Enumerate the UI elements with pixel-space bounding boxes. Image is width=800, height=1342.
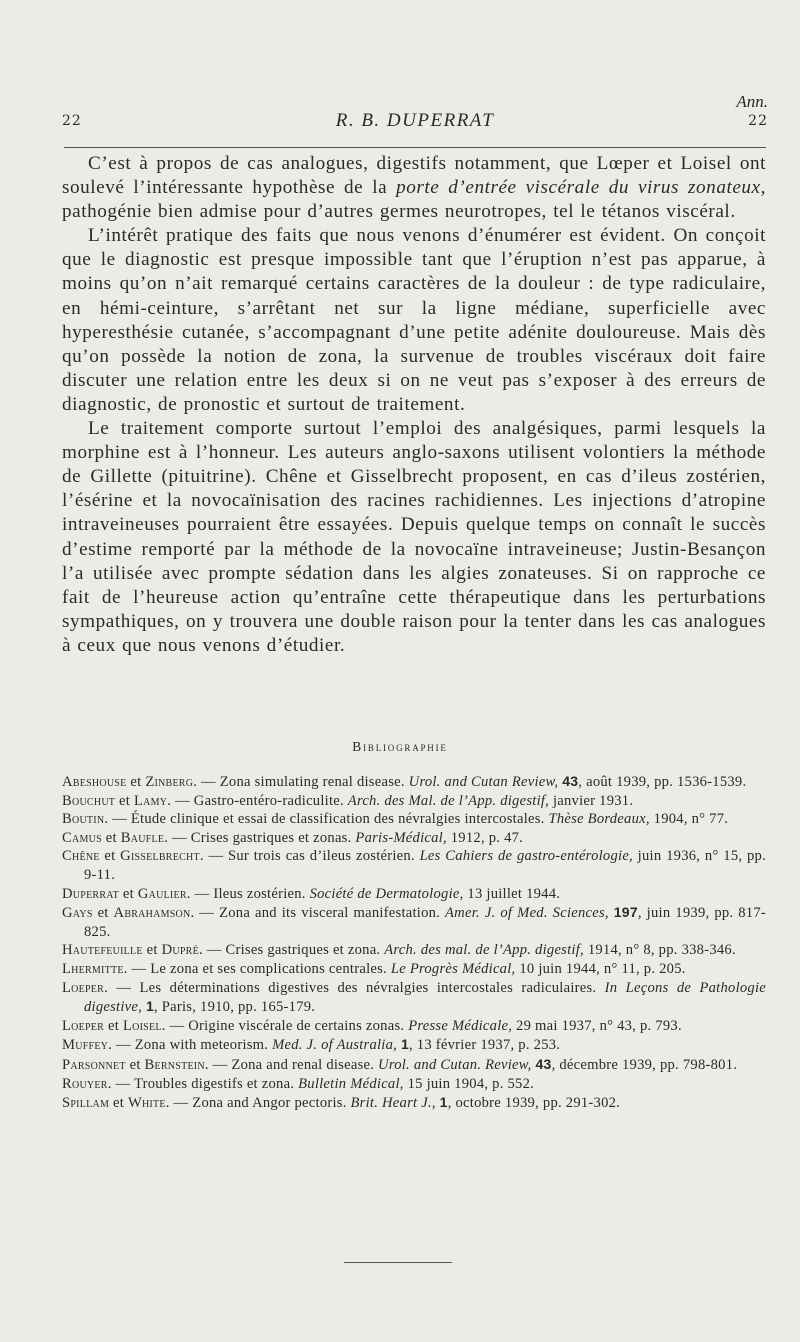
text-run: , août 1939, pp. 1536-1539. bbox=[578, 774, 747, 790]
text-run: et bbox=[142, 942, 162, 959]
author-name: Abrahamson bbox=[113, 905, 191, 922]
text-run: L’intérêt pratique des faits que nous venons d’énumérer est évident. On conçoit que le diagnostic est presque impossible tant que l’éruption n’est pas apparue, à moins qu’on n’ait remarqué certains caractères de la douleur : de type radiculaire, en hémi-ceinture, s’arrêtant net sur la ligne médiane, superficielle avec hyperesthésie cutanée, s’accompagnant d’une petite adénite douloureuse. Mais dès qu’on possède la notion de zona, la survenue de troubles viscéraux doit faire discuter une relation entre les deux si on ne veut pas s’exposer à des erreurs de diagnostic, de pronostic et surtout de traitement. bbox=[62, 225, 766, 415]
text-run: et bbox=[99, 848, 121, 865]
author-name: Bouchut bbox=[62, 792, 116, 809]
italic-text: Brit. Heart J., bbox=[350, 1095, 436, 1112]
italic-text: Amer. J. of Med. Sciences, bbox=[445, 905, 609, 922]
volume-number: 43 bbox=[562, 773, 579, 789]
author-name: Baufle bbox=[120, 829, 165, 846]
bibliography-list bbox=[62, 772, 766, 1113]
header-rule bbox=[64, 147, 766, 148]
text-run: . — Étude clinique et essai de classification des névralgies intercostales. bbox=[104, 811, 549, 828]
volume-number: 197 bbox=[613, 904, 638, 921]
text-run: janvier 1931. bbox=[549, 792, 634, 809]
author-name: Lamy bbox=[134, 792, 168, 809]
author-name: Rouyer bbox=[62, 1075, 108, 1092]
bibliography-entry bbox=[62, 903, 766, 941]
text-run: 15 juin 1904, p. 552. bbox=[403, 1075, 535, 1092]
text-run: . — Zona simulating renal disease. bbox=[193, 774, 409, 790]
text-run: et bbox=[125, 1056, 145, 1073]
volume-number: 43 bbox=[535, 1055, 552, 1072]
bibliography-entry bbox=[62, 1055, 766, 1075]
text-run: et bbox=[126, 774, 146, 790]
bibliography-entry bbox=[62, 829, 766, 848]
text-run: 13 juillet 1944. bbox=[463, 885, 561, 902]
text-run: et bbox=[115, 792, 134, 809]
bibliography-entry bbox=[62, 1093, 766, 1113]
italic-text: Thèse Bordeaux, bbox=[548, 811, 650, 828]
bibliography-entry bbox=[62, 1017, 766, 1036]
bibliography-entry bbox=[62, 979, 766, 1017]
italic-text: Arch. des mal. de l’App. digestif, bbox=[384, 942, 584, 959]
italic-text: Presse Médicale, bbox=[408, 1017, 513, 1034]
bibliography-entry bbox=[62, 1035, 766, 1055]
corner-annotation: Ann. bbox=[736, 92, 768, 111]
text-run: et bbox=[109, 1095, 128, 1112]
italic-text: Arch. des Mal. de l’App. digestif, bbox=[347, 792, 550, 809]
author-name: Loisel bbox=[122, 1017, 162, 1034]
bibliography-entry bbox=[62, 960, 766, 979]
running-head: R. B. DUPERRAT bbox=[335, 110, 495, 131]
italic-text: Urol. and Cutan. Review, bbox=[378, 1056, 532, 1073]
bibliography-title: Bibliographie bbox=[352, 739, 448, 754]
author-name: Loeper bbox=[62, 979, 105, 996]
text-run: . — Zona and renal disease. bbox=[204, 1056, 379, 1073]
page-header bbox=[62, 110, 768, 139]
text-run: 1912, p. 47. bbox=[446, 829, 524, 846]
italic-text: Paris-Médical, bbox=[355, 829, 447, 846]
text-run: . — Origine viscérale de certains zonas. bbox=[161, 1017, 409, 1034]
text-run: et bbox=[119, 885, 138, 902]
text-run: et bbox=[104, 1017, 123, 1034]
author-name: Dupré bbox=[161, 942, 199, 959]
italic-text: Urol. and Cutan Review, bbox=[408, 774, 559, 790]
author-name: Zinberg bbox=[145, 774, 194, 790]
bibliography-entry bbox=[62, 810, 766, 829]
text-run: 1914, n° 8, pp. 338-346. bbox=[583, 942, 736, 959]
author-name: Lhermitte bbox=[62, 960, 124, 977]
italic-text: Med. J. of Australia, bbox=[272, 1037, 398, 1054]
text-run: . — Gastro-entéro-radiculite. bbox=[167, 792, 348, 809]
text-run: 1904, n° 77. bbox=[649, 811, 729, 828]
author-name: White bbox=[127, 1095, 166, 1112]
author-name: Gays bbox=[62, 905, 93, 922]
italic-text: Bulletin Médical, bbox=[298, 1075, 404, 1092]
text-run: , décembre 1939, pp. 798-801. bbox=[551, 1056, 738, 1073]
text-run: . — Troubles digestifs et zona. bbox=[107, 1075, 299, 1092]
text-run: Le traitement comporte surtout l’emploi des analgésiques, parmi lesquels la morphine est à l’honneur. Les auteurs anglo-saxons utilisent volontiers la méthode de Gillette (pituitrine). Chêne et Gisselbrecht proposent, en cas d’ileus zostérien, l’ésérine et la novocaïnisation des racines rachidiennes. Les injections d’atropine intraveineuses pourraient être essayées. Depuis quelque temps on connaît le succès d’estime remporté par la méthode de la novocaïne intraveineuse; Justin-Besançon l’a utilisée avec prompte sédation dans les algies zonateuses. Si on rapproche ce fait de l’heureuse action qu’entraîne cette thérapeutique dans les perturbations sympathiques, on y trouvera une double raison pour la tenter dans les cas analogues à ceux que nous venons d’étudier. bbox=[62, 418, 766, 656]
text-run: . — Crises gastriques et zonas. bbox=[164, 829, 356, 846]
italic-text: Les Cahiers de gastro-entérologie, bbox=[419, 848, 633, 865]
paragraph bbox=[62, 152, 766, 224]
text-run: . — Sur trois cas d’ileus zostérien. bbox=[199, 848, 420, 865]
text-run: 10 juin 1944, n° 11, p. 205. bbox=[515, 960, 686, 977]
text-run: . — Crises gastriques et zona. bbox=[198, 942, 385, 959]
text-run: 29 mai 1937, n° 43, p. 793. bbox=[512, 1017, 682, 1034]
italic-text: porte d’entrée viscérale du virus zonateux bbox=[396, 177, 761, 199]
bibliography-entry bbox=[62, 847, 766, 884]
author-name: Duperrat bbox=[62, 885, 119, 902]
text-run: . — Ileus zostérien. bbox=[186, 885, 310, 902]
bibliography-entry bbox=[62, 1075, 766, 1094]
italic-text: Société de Dermatologie, bbox=[309, 885, 464, 902]
bibliography-entry bbox=[62, 772, 766, 792]
bibliography-entry bbox=[62, 885, 766, 904]
author-name: Parsonnet bbox=[62, 1056, 126, 1073]
author-name: Chêne bbox=[62, 848, 100, 865]
bibliography-entry bbox=[62, 941, 766, 960]
volume-number: 1 bbox=[439, 1094, 448, 1111]
text-run: . — Le zona et ses complications centrales. bbox=[123, 960, 391, 977]
bibliography-entry bbox=[62, 792, 766, 811]
author-name: Camus bbox=[62, 829, 102, 846]
text-run: , 13 février 1937, p. 253. bbox=[409, 1037, 561, 1054]
text-run: , pathogénie bien admise pour d’autres germes neurotropes, tel le tétanos viscéral. bbox=[62, 177, 766, 223]
italic-text: Le Progrès Médical, bbox=[390, 960, 516, 977]
author-name: Spillam bbox=[62, 1095, 110, 1112]
text-run: . — Zona with meteorism. bbox=[108, 1037, 273, 1054]
volume-number: 1 bbox=[400, 1036, 409, 1053]
text-run: . — Zona and its visceral manifestation. bbox=[190, 905, 446, 922]
author-name: Muffey bbox=[62, 1037, 109, 1054]
page-number-right: 22 bbox=[748, 113, 768, 129]
italic-text: In Leçons de Pathologie digestive, bbox=[84, 979, 766, 1016]
author-name: Abeshouse bbox=[62, 774, 127, 790]
text-run: , Paris, 1910, pp. 165-179. bbox=[153, 999, 316, 1016]
text-run: C’est à propos de cas analogues, digestifs notamment, que Lœper et Loisel ont soulevé l’intéressante hypothèse de la bbox=[62, 153, 766, 199]
author-name: Loeper bbox=[62, 1017, 105, 1034]
volume-number: 1 bbox=[145, 998, 154, 1015]
text-run: et bbox=[92, 905, 114, 922]
paragraph bbox=[62, 224, 766, 417]
page-number-left: 22 bbox=[62, 113, 82, 129]
body-text bbox=[62, 152, 766, 658]
author-name: Hautefeuille bbox=[62, 942, 143, 959]
author-name: Gisselbrecht bbox=[120, 848, 200, 865]
text-run: et bbox=[101, 829, 121, 846]
text-run: , juin 1939, pp. 817-825. bbox=[84, 905, 766, 940]
author-name: Gaulier bbox=[137, 885, 187, 902]
end-rule bbox=[344, 1262, 452, 1263]
text-run: juin 1936, n° 15, pp. 9-11. bbox=[84, 848, 766, 883]
author-name: Boutin bbox=[62, 811, 105, 828]
text-run: . — Les déterminations digestives des névralgies intercostales radiculaires. bbox=[104, 979, 605, 996]
text-run: , octobre 1939, pp. 291-302. bbox=[447, 1095, 621, 1112]
author-name: Bernstein bbox=[144, 1056, 205, 1073]
paragraph bbox=[62, 417, 766, 658]
text-run: . — Zona and Angor pectoris. bbox=[165, 1095, 351, 1112]
